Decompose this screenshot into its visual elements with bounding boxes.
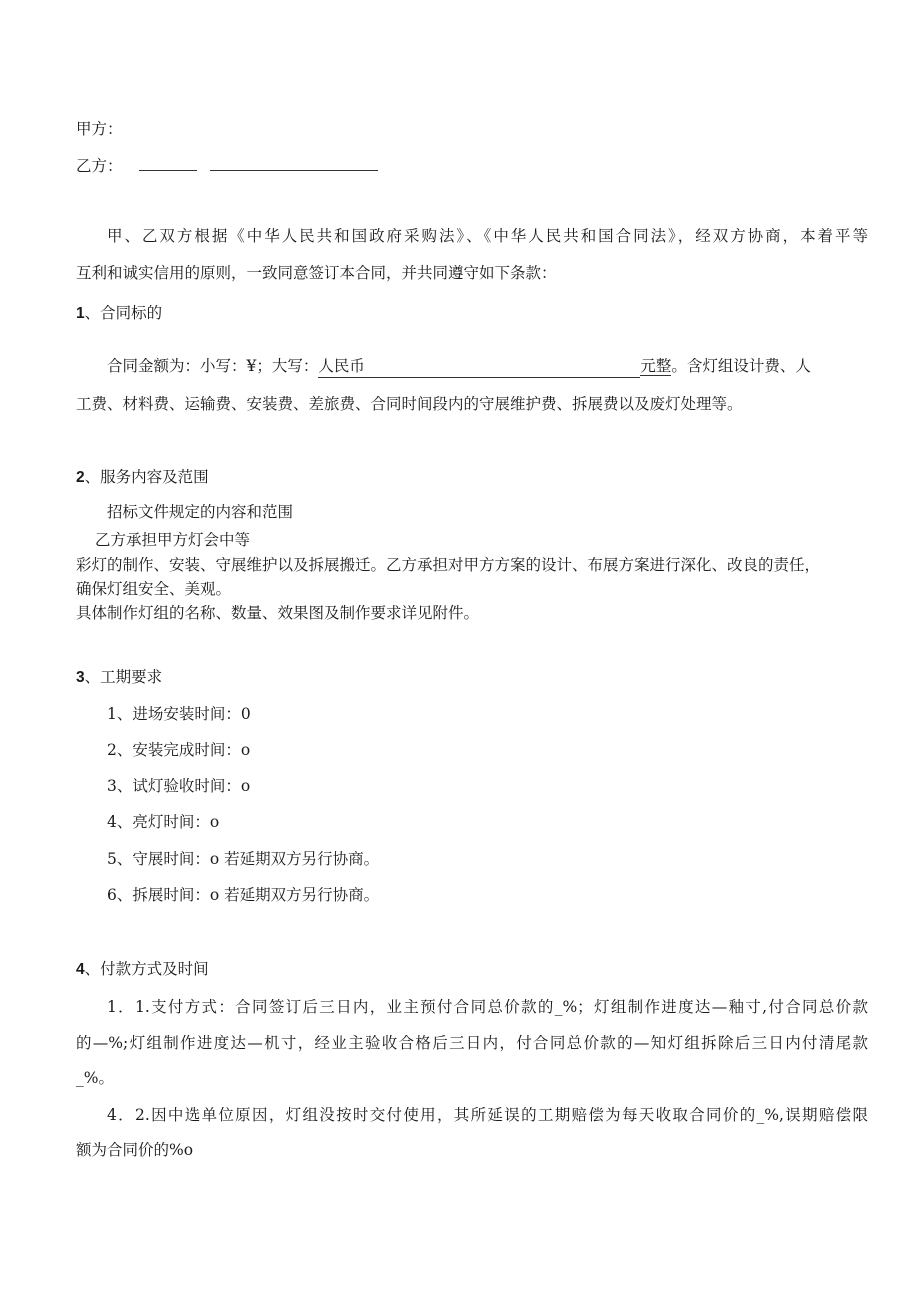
amount-rmb-field [318, 355, 640, 378]
payment-p1-line-3: _%。 [76, 1069, 114, 1087]
section-3-title: 、工期要求 [84, 668, 163, 686]
payment-p1-line-1: 1．1.支付方式：合同签订后三日内，业主预付合同总价款的_%；灯组制作进度达—釉寸,付合同总价款 [107, 998, 868, 1016]
party-b-blank-1 [139, 156, 197, 171]
intro-line-2: 互利和诚实信用的原则，一致同意签订本合同，并共同遵守如下条款： [76, 264, 557, 282]
party-b-line [76, 155, 378, 177]
amount-prefix: 合同金额为：小写：¥；大写： [107, 357, 319, 375]
section-2-line-4: 确保灯组安全、美观。 [76, 580, 232, 598]
schedule-item: 6、拆展时间：o 若延期双方另行协商。 [107, 886, 380, 904]
section-1-line-2: 工费、材料费、运输费、安装费、差旅费、合同时间段内的守展维护费、拆展费以及废灯处理等。 [76, 395, 743, 413]
schedule-item: 1、进场安装时间：0 [107, 705, 251, 723]
section-2-line-2: 乙方承担甲方灯会中等 [95, 531, 251, 549]
amount-rmb-text: 人民币 [318, 357, 365, 375]
section-2-heading [76, 466, 209, 489]
section-2-line-5: 具体制作灯组的名称、数量、效果图及制作要求详见附件。 [76, 604, 480, 622]
section-1-amount-line [107, 355, 811, 378]
payment-p2-line-1: 4．2.因中选单位原因，灯组没按时交付使用，其所延误的工期赔偿为每天收取合同价的_%,误期赔偿限 [107, 1106, 868, 1124]
section-4-title: 、付款方式及时间 [84, 960, 209, 978]
section-3-heading [76, 666, 162, 689]
section-1-heading [76, 302, 162, 325]
schedule-item: 4、亮灯时间：o [107, 813, 220, 831]
section-2-line-3: 彩灯的制作、安装、守展维护以及拆展搬迁。乙方承担对甲方方案的设计、布展方案进行深化、改良的责任， [76, 556, 821, 574]
amount-tail: 。含灯组设计费、人 [671, 357, 811, 375]
party-b-blank-2 [210, 156, 378, 171]
schedule-item: 3、试灯验收时间：o [107, 777, 251, 795]
section-1-title: 、合同标的 [84, 304, 163, 322]
party-a-label: 甲方： [76, 120, 123, 138]
schedule-item: 5、守展时间：o 若延期双方另行协商。 [107, 850, 380, 868]
section-1-number: 1 [76, 305, 85, 322]
intro-line-1: 甲、乙双方根据《中华人民共和国政府采购法》、《中华人民共和国合同法》，经双方协商，本着平等 [107, 227, 868, 245]
schedule-item: 2、安装完成时间：o [107, 741, 251, 759]
payment-p2-line-2: 额为合同价的%o [76, 1141, 194, 1159]
section-4-number: 4 [76, 961, 85, 978]
section-4-heading [76, 958, 209, 981]
payment-p1-line-2: 的—%;灯组制作进度达—机寸，经业主验收合格后三日内，付合同总价款的—知灯组拆除后三日内付清尾款 [76, 1034, 868, 1052]
section-2-line-1: 招标文件规定的内容和范围 [107, 503, 294, 521]
section-2-number: 2 [76, 469, 85, 486]
section-2-title: 、服务内容及范围 [84, 468, 209, 486]
section-3-number: 3 [76, 669, 85, 686]
party-b-label: 乙方： [76, 157, 123, 175]
amount-suffix: 元整 [640, 357, 672, 375]
